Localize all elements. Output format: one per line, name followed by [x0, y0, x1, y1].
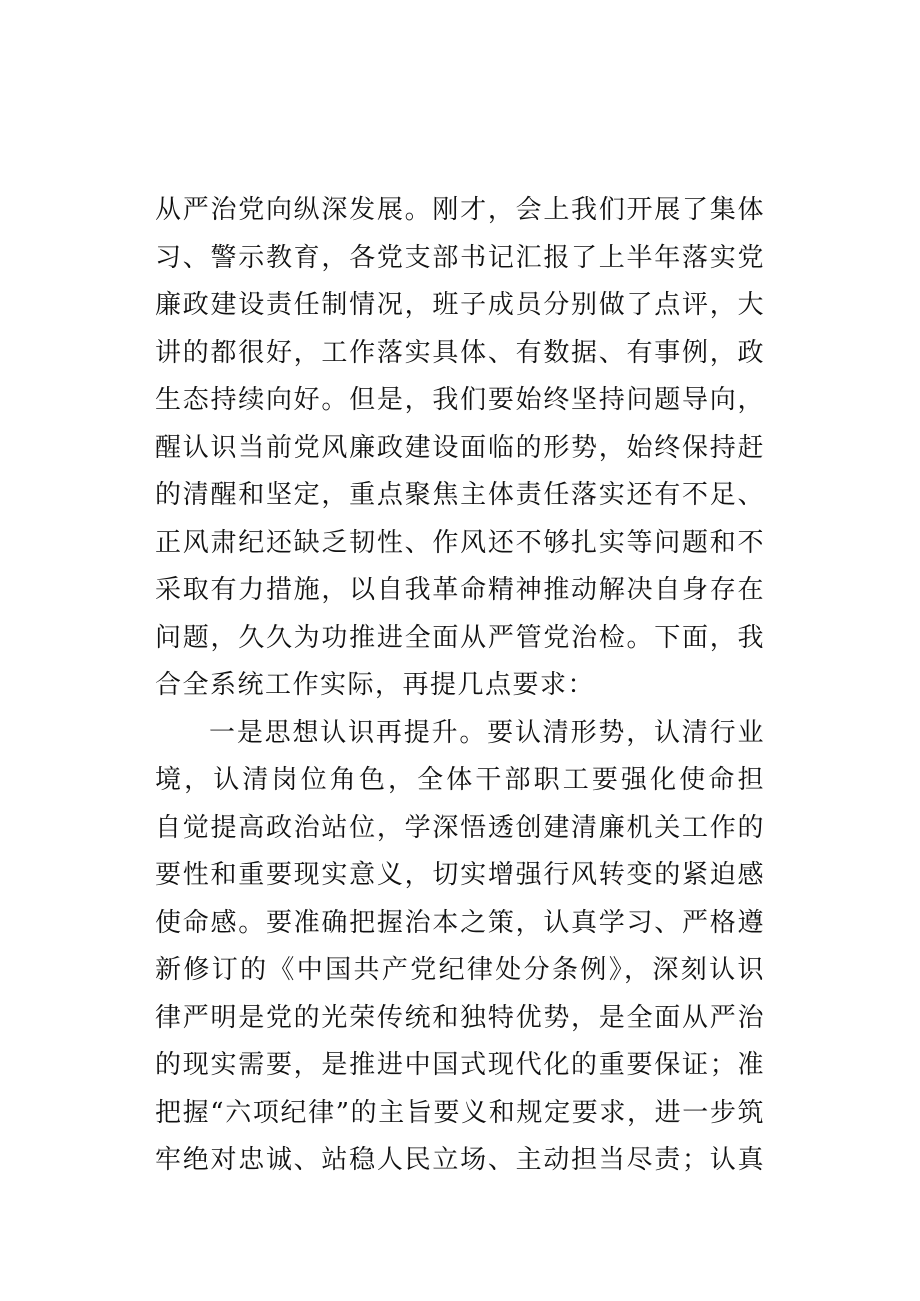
text-line: 的清醒和坚定，重点聚焦主体责任落实还有不足、	[155, 480, 765, 510]
text-line: 正风肃纪还缺乏韧性、作风还不够扎实等问题和不	[155, 527, 765, 558]
text-line: 采取有力措施，以自我革命精神推动解决自身存在	[155, 575, 765, 605]
text-line: 从严治党向纵深发展。刚才，会上我们开展了集体	[155, 195, 765, 225]
text-line: 使命感。要准确把握治本之策，认真学习、严格遵	[155, 907, 765, 938]
text-line: 醒认识当前党风廉政建设面临的形势，始终保持赶	[155, 432, 765, 463]
body-text	[155, 187, 765, 1185]
text-line: 境，认清岗位角色，全体干部职工要强化使命担	[155, 765, 765, 795]
text-line: 合全系统工作实际，再提几点要求：	[155, 670, 596, 700]
text-line: 的现实需要，是推进中国式现代化的重要保证；准	[155, 1050, 765, 1080]
text-line: 问题，久久为功推进全面从严管党治检。下面，我	[155, 622, 765, 653]
text-line: 廉政建设责任制情况，班子成员分别做了点评，大	[155, 290, 765, 320]
text-line: 律严明是党的光荣传统和独特优势，是全面从严治	[155, 1002, 765, 1033]
text-line: 自觉提高政治站位，学深悟透创建清廉机关工作的	[155, 812, 765, 843]
paragraph-first-line: 一是思想认识再提升。要认清形势，认清行业	[209, 717, 765, 748]
text-line: 把握“六项纪律”的主旨要义和规定要求，进一步筑	[155, 1097, 765, 1128]
text-line: 生态持续向好。但是，我们要始终坚持问题导向，	[155, 385, 765, 415]
text-line: 讲的都很好，工作落实具体、有数据、有事例，政	[155, 337, 765, 368]
text-line: 牢绝对忠诚、站稳人民立场、主动担当尽责；认真	[155, 1145, 765, 1175]
text-line: 要性和重要现实意义，切实增强行风转变的紧迫感	[155, 860, 765, 890]
text-line: 习、警示教育，各党支部书记汇报了上半年落实党	[155, 242, 765, 273]
text-line: 新修订的《中国共产党纪律处分条例》，深刻认识	[155, 955, 765, 985]
